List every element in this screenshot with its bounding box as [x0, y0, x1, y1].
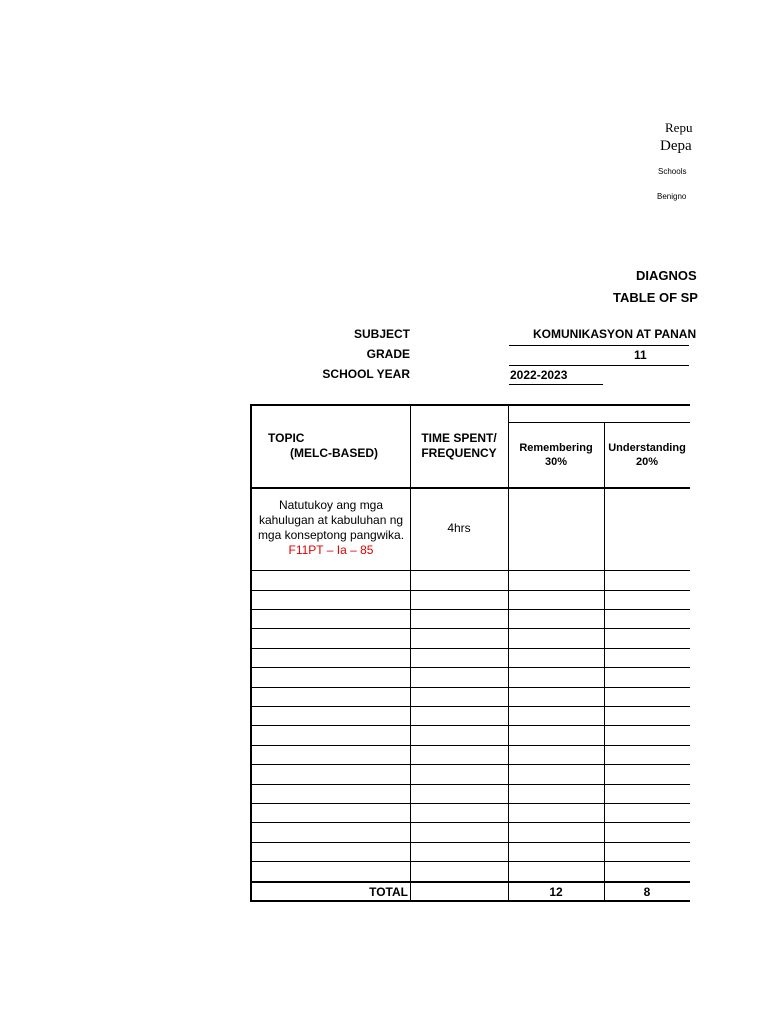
- header-remembering-pct: 30%: [544, 456, 568, 468]
- grade-underline: [509, 365, 689, 366]
- header-understanding-label: Understanding: [608, 442, 686, 454]
- row-line: [250, 609, 690, 610]
- header-subrow-line: [508, 422, 690, 423]
- row-line: [250, 706, 690, 707]
- header-topic: [268, 431, 378, 461]
- row1-topic-text: Natutukoy ang mga kahulugan at kabuluhan ng mga konseptong pangwika.: [257, 498, 405, 542]
- table-border-top-right: [410, 404, 690, 406]
- row-line: [250, 842, 690, 843]
- subject-underline: [509, 345, 689, 346]
- row-line: [250, 784, 690, 785]
- total-remembering: 12: [549, 885, 563, 899]
- header-schools-division: Schools: [658, 167, 687, 176]
- row-line: [250, 764, 690, 765]
- school-year-underline: [509, 384, 603, 385]
- row1-time: 4hrs: [447, 521, 471, 535]
- row-line: [250, 628, 690, 629]
- row-line: [250, 803, 690, 804]
- row1-melc-code: F11PT – Ia – 85: [288, 543, 374, 557]
- header-topic-line1: TOPIC: [268, 431, 305, 445]
- header-topic-line2: (MELC-BASED): [290, 446, 378, 460]
- document-title: DIAGNOS: [636, 268, 697, 283]
- row-line: [250, 822, 690, 823]
- row-line: [250, 570, 690, 571]
- row1-topic: [252, 498, 410, 558]
- table-border-bottom: [250, 900, 690, 902]
- subject-label: SUBJECT: [353, 327, 410, 341]
- grade-value: 11: [634, 348, 647, 362]
- col-divider-1: [410, 404, 411, 902]
- grade-label: GRADE: [366, 347, 410, 361]
- table-border-top-left: [250, 404, 410, 406]
- header-republic: Repu: [665, 120, 693, 135]
- row-line: [250, 667, 690, 668]
- school-year-value: 2022-2023: [510, 368, 568, 382]
- specification-table: [250, 404, 690, 902]
- school-year-label: SCHOOL YEAR: [322, 367, 410, 381]
- header-time-spent: [410, 431, 508, 461]
- row-line: [250, 725, 690, 726]
- table-border-left: [250, 404, 252, 902]
- header-time-line2: FREQUENCY: [421, 446, 497, 460]
- document-subtitle: TABLE OF SP: [613, 290, 698, 305]
- row-line: [250, 648, 690, 649]
- col-divider-2: [508, 404, 509, 902]
- header-remembering-label: Remembering: [519, 442, 593, 454]
- header-bottom-border: [250, 487, 690, 489]
- col-divider-3: [604, 422, 605, 902]
- row-line: [250, 687, 690, 688]
- header-school-name: Benigno: [657, 192, 687, 201]
- row-line: [250, 590, 690, 591]
- header-time-line1: TIME SPENT/: [421, 431, 497, 445]
- header-understanding-pct: 20%: [635, 456, 659, 468]
- subject-value: KOMUNIKASYON AT PANAN: [533, 327, 697, 341]
- total-label: TOTAL: [369, 885, 408, 899]
- row-line: [250, 861, 690, 862]
- header-department: Depa: [660, 138, 692, 154]
- total-row-top-border: [250, 881, 690, 883]
- header-remembering: [508, 441, 604, 469]
- header-understanding: [604, 441, 690, 469]
- row-line: [250, 745, 690, 746]
- total-understanding: 8: [643, 885, 651, 899]
